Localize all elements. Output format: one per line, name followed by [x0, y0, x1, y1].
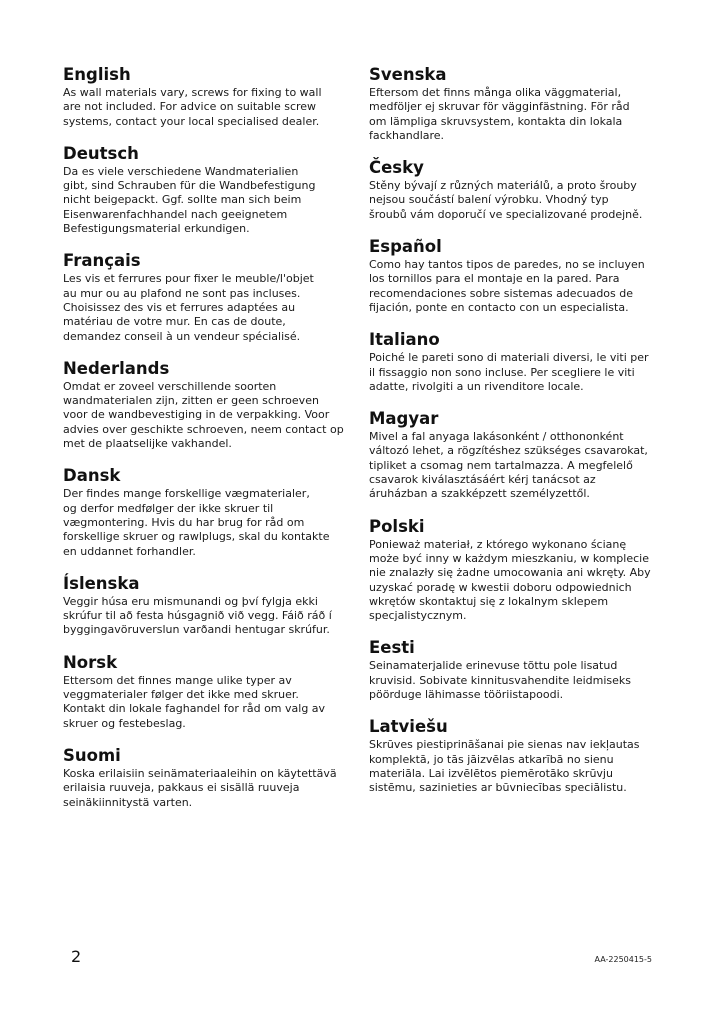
section-body: Les vis et ferrures pour fixer le meuble/l'objet au mur ou au plafond ne sont pas incluses. Choisissez des vis et ferrures adaptées au matériau de votre mur. En cas de doute, demandez conseil à un vendeur spécialisé.	[63, 272, 314, 343]
section-eesti	[369, 637, 655, 702]
section-body: Koska erilaisiin seinämateriaaleihin on käytettävä erilaisia ruuveja, pakkaus ei sisällä ruuveja seinäkiinnitystä varten.	[63, 766, 337, 809]
section-body: Ponieważ materiał, z którego wykonano ścianę może być inny w każdym mieszkaniu, w komplecie nie znalazły się żadne umocowania ani wkręty. Aby uzyskać poradę w kwestii doboru odpowiednich wkrętów skontaktuj się z lokalnym sklepem specjalistycznym.	[369, 537, 651, 623]
section-islenska	[63, 573, 347, 638]
section-heading: English	[63, 65, 131, 84]
section-body: Como hay tantos tipos de paredes, no se incluyen los tornillos para el montaje en la pared. Para recomendaciones sobre sistemas adecuados de fijación, ponte en contacto con un especialista.	[369, 258, 645, 314]
section-body: Der findes mange forskellige vægmaterialer, og derfor medfølger der ikke skruer til vægmontering. Hvis du har brug for råd om forskellige skruer og rawlplugs, skal du kontakte en uddannet forhandler.	[63, 487, 330, 558]
section-body: As wall materials vary, screws for fixing to wall are not included. For advice on suitable screw systems, contact your local specialised dealer.	[63, 86, 322, 128]
section-nederlands	[63, 358, 347, 451]
section-magyar	[369, 408, 655, 501]
section-body: Poiché le pareti sono di materiali diversi, le viti per il fissaggio non sono incluse. Per scegliere le viti adatte, rivolgiti a un rivenditore locale.	[369, 351, 649, 393]
section-heading: Italiano	[369, 330, 440, 350]
section-heading: Česky	[369, 158, 424, 178]
section-body: Omdat er zoveel verschillende soorten wandmaterialen zijn, zitten er geen schroeven voor de wandbevestiging in de verpakking. Voor advies over geschikte schroeven, neem contact op met de plaatselijke vakhandel.	[63, 379, 344, 451]
section-body: Stěny bývají z různých materiálů, a proto šrouby nejsou součástí balení výrobku. Vhodný typ šroubů vám doporučí ve specializované prodejně.	[369, 179, 643, 221]
section-heading: Íslenska	[63, 573, 140, 593]
section-body: Seinamaterjalide erinevuse tõttu pole lisatud kruvisid. Sobivate kinnitusvahendite leidmiseks pöörduge lähimasse tööriistapoodi.	[369, 659, 632, 702]
section-italiano	[369, 329, 655, 394]
section-espanol	[369, 236, 655, 315]
section-heading: Magyar	[369, 409, 439, 429]
section-polski	[369, 516, 655, 624]
section-heading: Nederlands	[63, 358, 170, 378]
section-cesky	[369, 157, 655, 222]
section-english	[63, 64, 347, 129]
section-heading: Polski	[369, 516, 425, 536]
section-svenska	[369, 64, 655, 143]
section-heading: Deutsch	[63, 143, 139, 163]
section-heading: Eesti	[369, 638, 415, 658]
section-heading: Norsk	[63, 652, 118, 672]
section-body: Ettersom det finnes mange ulike typer av veggmaterialer følger det ikke med skruer. Kontakt din lokale faghandel for råd om valg av skruer og festebeslag.	[63, 673, 326, 730]
section-heading: Suomi	[63, 745, 121, 765]
section-suomi	[63, 745, 347, 810]
section-body: Skrūves piestiprināšanai pie sienas nav iekļautas komplektā, jo tās jāizvēlas atkarībā no sienu materiāla. Lai izvēlētos piemērotāko skrūvju sistēmu, sazinieties ar būvniecības speciālistu.	[369, 738, 640, 795]
section-dansk	[63, 465, 347, 558]
section-francais	[63, 250, 347, 343]
section-heading: Español	[369, 237, 442, 257]
section-heading: Latviešu	[369, 717, 448, 737]
document-code: AA-2250415-5	[594, 955, 652, 964]
section-body: Mivel a fal anyaga lakásonként / otthononként változó lehet, a rögzítéshez szükséges csavarokat, tipliket a csomag nem tartalmazza. A megfelelő csavarok kiválasztásáért kérj tanácsot az áruházban a szakképzett személyzettől.	[369, 430, 648, 501]
section-heading: Français	[63, 251, 141, 271]
right-column	[369, 64, 655, 810]
section-latviesu	[369, 716, 655, 795]
left-column	[63, 64, 347, 824]
page-number: 2	[71, 947, 82, 966]
section-body: Da es viele verschiedene Wandmaterialien gibt, sind Schrauben für die Wandbefestigung nicht beigepackt. Ggf. sollte man sich beim Eisenwarenfachhandel nach geeignetem Befestigungsmaterial erkundigen.	[63, 164, 316, 236]
section-body: Veggir húsa eru mismunandi og því fylgja ekki skrúfur til að festa húsgagnið við vegg. Fáið ráð í byggingavöruverslun varðandi hentugar skrúfur.	[63, 594, 332, 637]
section-body: Eftersom det finns många olika väggmaterial, medföljer ej skruvar för vägginfästning. För råd om lämpliga skruvsystem, kontakta din lokala fackhandlare.	[369, 86, 630, 142]
section-heading: Dansk	[63, 466, 121, 486]
section-heading: Svenska	[369, 65, 447, 84]
section-deutsch	[63, 143, 347, 236]
section-norsk	[63, 652, 347, 731]
